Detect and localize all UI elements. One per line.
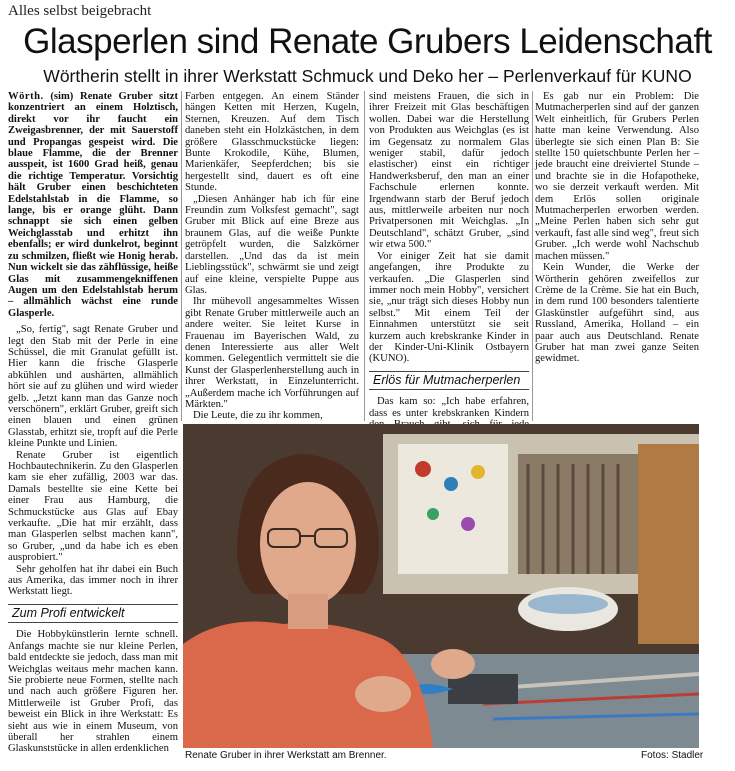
lead-text: (sim) Renate Gruber sitzt konzentriert an einem Holztisch, direkt vor ihr faucht ein Zweigasbrenner, der mit Sauerstoff und Propangas gespeist wird. Die blaue Flamme, die der Brenner ausspeit, ist 1600 Grad heiß, genau die richtige Temperatur. Vorsichtig hält Gruber einen beschichteten Edelstahlstab in die Flamme, so lange, bis er orange glüht. Dann schnappt sie sich einen gelben Weichglasstab und erhitzt ihn ebenfalls; er wird dunkelrot, beginnt zu schmilzen, fließt wie Honig herab. Nun wickelt sie das zähflüssige, heiße Glas mit zusammengekniffenen Augen um den Edelstahlstab herum – allmählich wächst eine runde Glasperle.	[8, 91, 178, 319]
paragraph-5: Farben entgegen. An einem Ständer hängen Ketten mit Herzen, Kugeln, Sternen, Kreuzen. Auf dem Tisch daneben steht ein Holzkästchen, in dem größere Glasschmuckstücke liegen: Bunte Krokodile, Kühe, Blumen, Marienkäfer, Seepferdchen; bis sie hergestellt sind, dauert es oft eine Stunde.	[185, 91, 359, 194]
bowl-dots	[528, 594, 608, 614]
article-column-3	[369, 91, 529, 421]
wooden-cabinet	[638, 444, 699, 644]
article-column-4	[535, 91, 699, 421]
lead-paragraph	[8, 91, 178, 319]
subhead-zum-profi: Zum Profi entwickelt	[8, 604, 178, 623]
column-divider	[532, 91, 533, 421]
face	[260, 482, 356, 606]
article-photo	[183, 424, 699, 748]
photo-illustration	[183, 424, 699, 748]
hand	[355, 676, 411, 712]
column-divider	[364, 91, 365, 421]
article-column-2	[185, 91, 359, 421]
column-divider	[181, 91, 182, 421]
bead	[444, 477, 458, 491]
bead	[471, 465, 485, 479]
photo-caption: Renate Gruber in ihrer Werkstatt am Brenner.	[185, 750, 387, 761]
paragraph-13: Kein Wunder, die Werke der Wörtherin gehören zweifellos zur Crème de la Crème. Sie hat ein Buch, in dem rund 100 besonders talentierte Glaskünstler aufgeführt sind, aus Russland, Amerika, Holland – ein paar auch aus Deutschland. Renate Gruber hat man zwei ganze Seiten gewidmet.	[535, 262, 699, 365]
hand	[431, 649, 475, 679]
paragraph-3: Sehr geholfen hat ihr dabei ein Buch aus Amerika, das immer noch in ihrer Werkstatt liegt.	[8, 563, 178, 598]
paragraph-2: Renate Gruber ist eigentlich Hochbautechnikerin. Zu den Glasperlen kam sie eher zufällig, 2003 war das. Damals bestellte sie eine Kette bei einer Frau aus Hamburg, die Schmuckstücke aus Glas auf Ebay verkaufte. „Die hat mir erzählt, dass man Glasperlen selbst machen kann", so Gruber, „und da habe ich es eben ausprobiert."	[8, 449, 178, 564]
card-panel	[398, 444, 508, 574]
paragraph-6: „Diesen Anhänger hab ich für eine Freundin zum Volksfest gemacht", sagt Gruber mit Blick auf eine Breze aus braunem Glas, auf die weiße Punkte getröpfelt wurden, die Salzkörner darstellen. „Und das da ist mein Lieblingsstück", schwärmt sie und zeigt auf eine kleine, verspielte Puppe aus Glas.	[185, 193, 359, 296]
paragraph-4: Die Hobbykünstlerin lernte schnell. Anfangs machte sie nur kleine Perlen, bald entdeckte sie jedoch, dass man mit Weichglas weitaus mehr machen kann. Sie probierte neue Formen, stellte nach und nach auch größere Figuren her. Mittlerweile ist Gruber Profi, das beweist ein Blick in ihre Werkstatt: Es sieht aus wie in einem Museum, von überall her strahlen einem Glaskunststücke in allen erdenklichen	[8, 629, 178, 755]
paragraph-1: „So, fertig", sagt Renate Gruber und legt den Stab mit der Perle in eine Schüssel, die mit Granulat gefüllt ist. Hier kann die frische Glasperle abkühlen und aushärten, allmählich hört sie auf zu glühen und wird wieder gelb. „Jetzt kann man das Ganze noch verschönern", erklärt Gruber, greift sich einen blauen und einen grünen Glasstab, erhitzt sie, tropft auf die Perle kleine Punkte und Linien.	[8, 324, 178, 450]
dateline: Wörth.	[8, 91, 44, 102]
paragraph-8: Die Leute, die zu ihr kommen,	[193, 410, 323, 422]
paragraph-12: Es gab nur ein Problem: Die Mutmacherperlen sind auf der ganzen Welt einheitlich, für Grubers Perlen hatte man keine Verwendung. Also überlegte sie sich einen Plan B: Sie stellte 150 quietschbunte Perlen her – jede braucht eine dreiviertel Stunde – und brachte sie in die Hofapotheke, wo sie derzeit verkauft werden. Mit dem Erlös sollen originale Mutmacherperlen erworben werden. „Meine Perlen haben sich sehr gut verkauft, fast alle sind weg", freut sich Gruber. „Ich werde wohl Nachschub machen müssen."	[535, 91, 699, 262]
subheadline: Wörtherin stellt in ihrer Werkstatt Schmuck und Deko her – Perlenverkauf für KUNO	[43, 66, 692, 86]
bead	[415, 461, 431, 477]
article-column-1	[8, 91, 178, 765]
paragraph-9: sind meistens Frauen, die sich in ihrer Freizeit mit Glas beschäftigen wollen. Dabei war die Herstellung von Produkten aus Weichglas (es ist im Gegensatz zu normalem Glas weniger stabil, dafür jedoch elastischer) einst ein richtiger Handwerksberuf, den man an einer Fachschule erlernen konnte. Irgendwann starb der Beruf jedoch aus, mittlerweile arbeiten nur noch Privatpersonen mit Weichglas. „In Deutschland", schätzt Gruber, „sind wir etwa 500."	[369, 91, 529, 251]
photo-credit: Fotos: Stadler	[641, 750, 704, 761]
paragraph-11-start: Das kam so: „Ich habe erfahren, dass es unter krebskranken Kindern	[369, 396, 529, 419]
headline: Glasperlen sind Renate Grubers Leidenschaft	[23, 22, 712, 61]
tool-rack	[518, 454, 638, 574]
neck	[288, 594, 328, 629]
bead	[461, 517, 475, 531]
bead	[427, 508, 439, 520]
kicker: Alles selbst beigebracht	[8, 3, 152, 19]
subhead-erloes: Erlös für Mutmacherperlen	[369, 371, 529, 390]
paragraph-10: Vor einiger Zeit hat sie damit angefangen, ihre Produkte zu verkaufen. „Die Glasperlen sind immer noch mein Hobby", versichert sie, „nur trägt sich dieses Hobby nun selbst." Mit einem Teil der Einnahmen unterstützt sie seit kurzem auch krebskranke Kinder in der Kinder-Uni-Klinik Ostbayern (KUNO).	[369, 250, 529, 365]
paragraph-7: Ihr mühevoll angesammeltes Wissen gibt Renate Gruber mittlerweile auch an andere weiter. Sie leitet Kurse in Frauenau im Bayerischen Wald, zu denen Interessierte aus aller Welt kommen. Gelegentlich vermittelt sie die Kunst der Glasperlenherstellung auch in ihrer Werkstatt, in Einzelunterricht. „Außerdem mache ich Vorführungen auf Märkten."	[185, 296, 359, 410]
